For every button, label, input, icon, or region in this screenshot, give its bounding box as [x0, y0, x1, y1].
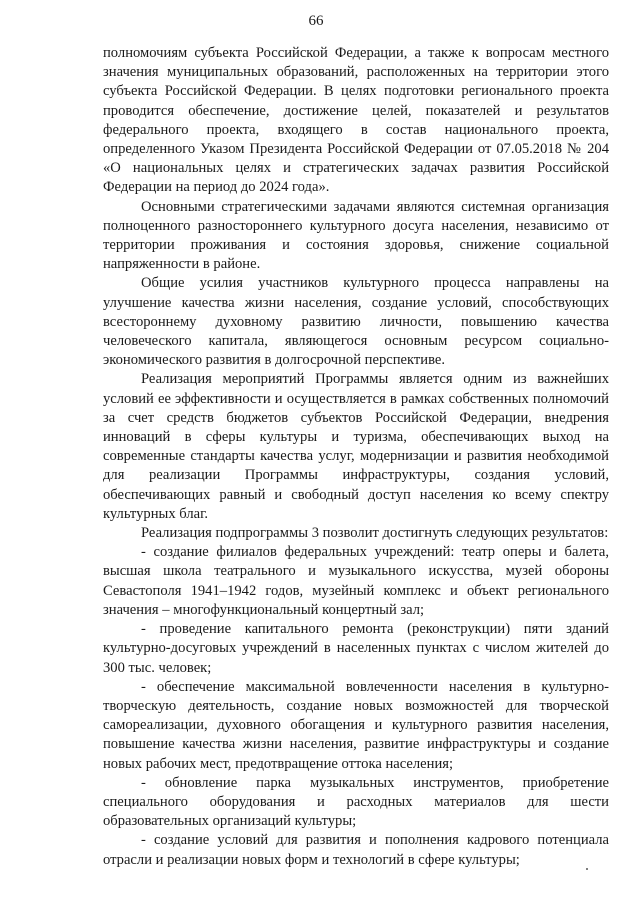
paragraph-common-efforts: Общие усилия участников культурного процесса направлены на улучшение качества жизни населения, создание условий, способствующих всестороннему духовному развитию личности, повышению качества человеческого капитала, являющегося основным ресурсом социально-экономического развития в долгосрочной перспективе.: [103, 275, 609, 369]
paragraph-strategic-tasks: Основными стратегическими задачами являются системная организация полноценного разностороннего культурного досуга населения, независимо от территории проживания и состояния здоровья, снижение социальной напряженности в районе.: [103, 198, 609, 273]
list-item-population-engagement: - обеспечение максимальной вовлеченности населения в культурно-творческую деятельность, создание новых возможностей для творческой самореализации, духовного обогащения и культурного развития населения, повышение качества жизни населения, развитие инфраструктуры и создание новых рабочих мест, предотвращение оттока населения;: [103, 678, 609, 772]
list-item-federal-branches: - создание филиалов федеральных учреждений: театр оперы и балета, высшая школа театрального и музыкального искусства, музей обороны Севастополя 1941–1942 годов, музейный комплекс и объект регионального значения – многофункциональный концертный зал;: [103, 544, 609, 618]
page-number: 66: [308, 13, 324, 29]
list-item-capital-repair: - проведение капитального ремонта (реконструкции) пяти зданий культурно-досуговых учреждений в населенных пунктах с числом жителей до 300 тыс. человек;: [103, 621, 609, 676]
paragraph-program-implementation: Реализация мероприятий Программы является одним из важнейших условий ее эффективности и осуществляется в рамках собственных полномочий за счет средств бюджетов субъектов Российской Федерации, внедрения инноваций в сферы культуры и туризма, обеспечивающих выход на современные стандарты качества услуг, модернизации и развития необходимой для реализации Программы инфраструктуры, создания условий, обеспечивающих равный и свободный доступ населения ко всему спектру культурных благ.: [103, 371, 609, 522]
list-item-personnel-potential: - создание условий для развития и пополнения кадрового потенциала отрасли и реализации новых форм и технологий в сфере культуры;: [103, 832, 609, 868]
scan-speck: [586, 868, 588, 870]
document-body: [103, 44, 609, 870]
paragraph-continuation: полномочиям субъекта Российской Федерации, а также к вопросам местного значения муниципальных образований, расположенных на территории этого субъекта Российской Федерации. В целях подготовки регионального проекта проводится обеспечение, достижение целей, показателей и результатов федерального проекта, входящего в состав национального проекта, определенного Указом Президента Российской Федерации от 07.05.2018 № 204 «О национальных целях и стратегических задачах развития Российской Федерации на период до 2024 года».: [103, 45, 609, 196]
list-item-musical-instruments: - обновление парка музыкальных инструментов, приобретение специального оборудования и расходных материалов для шести образовательных организаций культуры;: [103, 774, 609, 830]
paragraph-subprogram-results-intro: Реализация подпрограммы 3 позволит достигнуть следующих результатов:: [141, 525, 609, 542]
